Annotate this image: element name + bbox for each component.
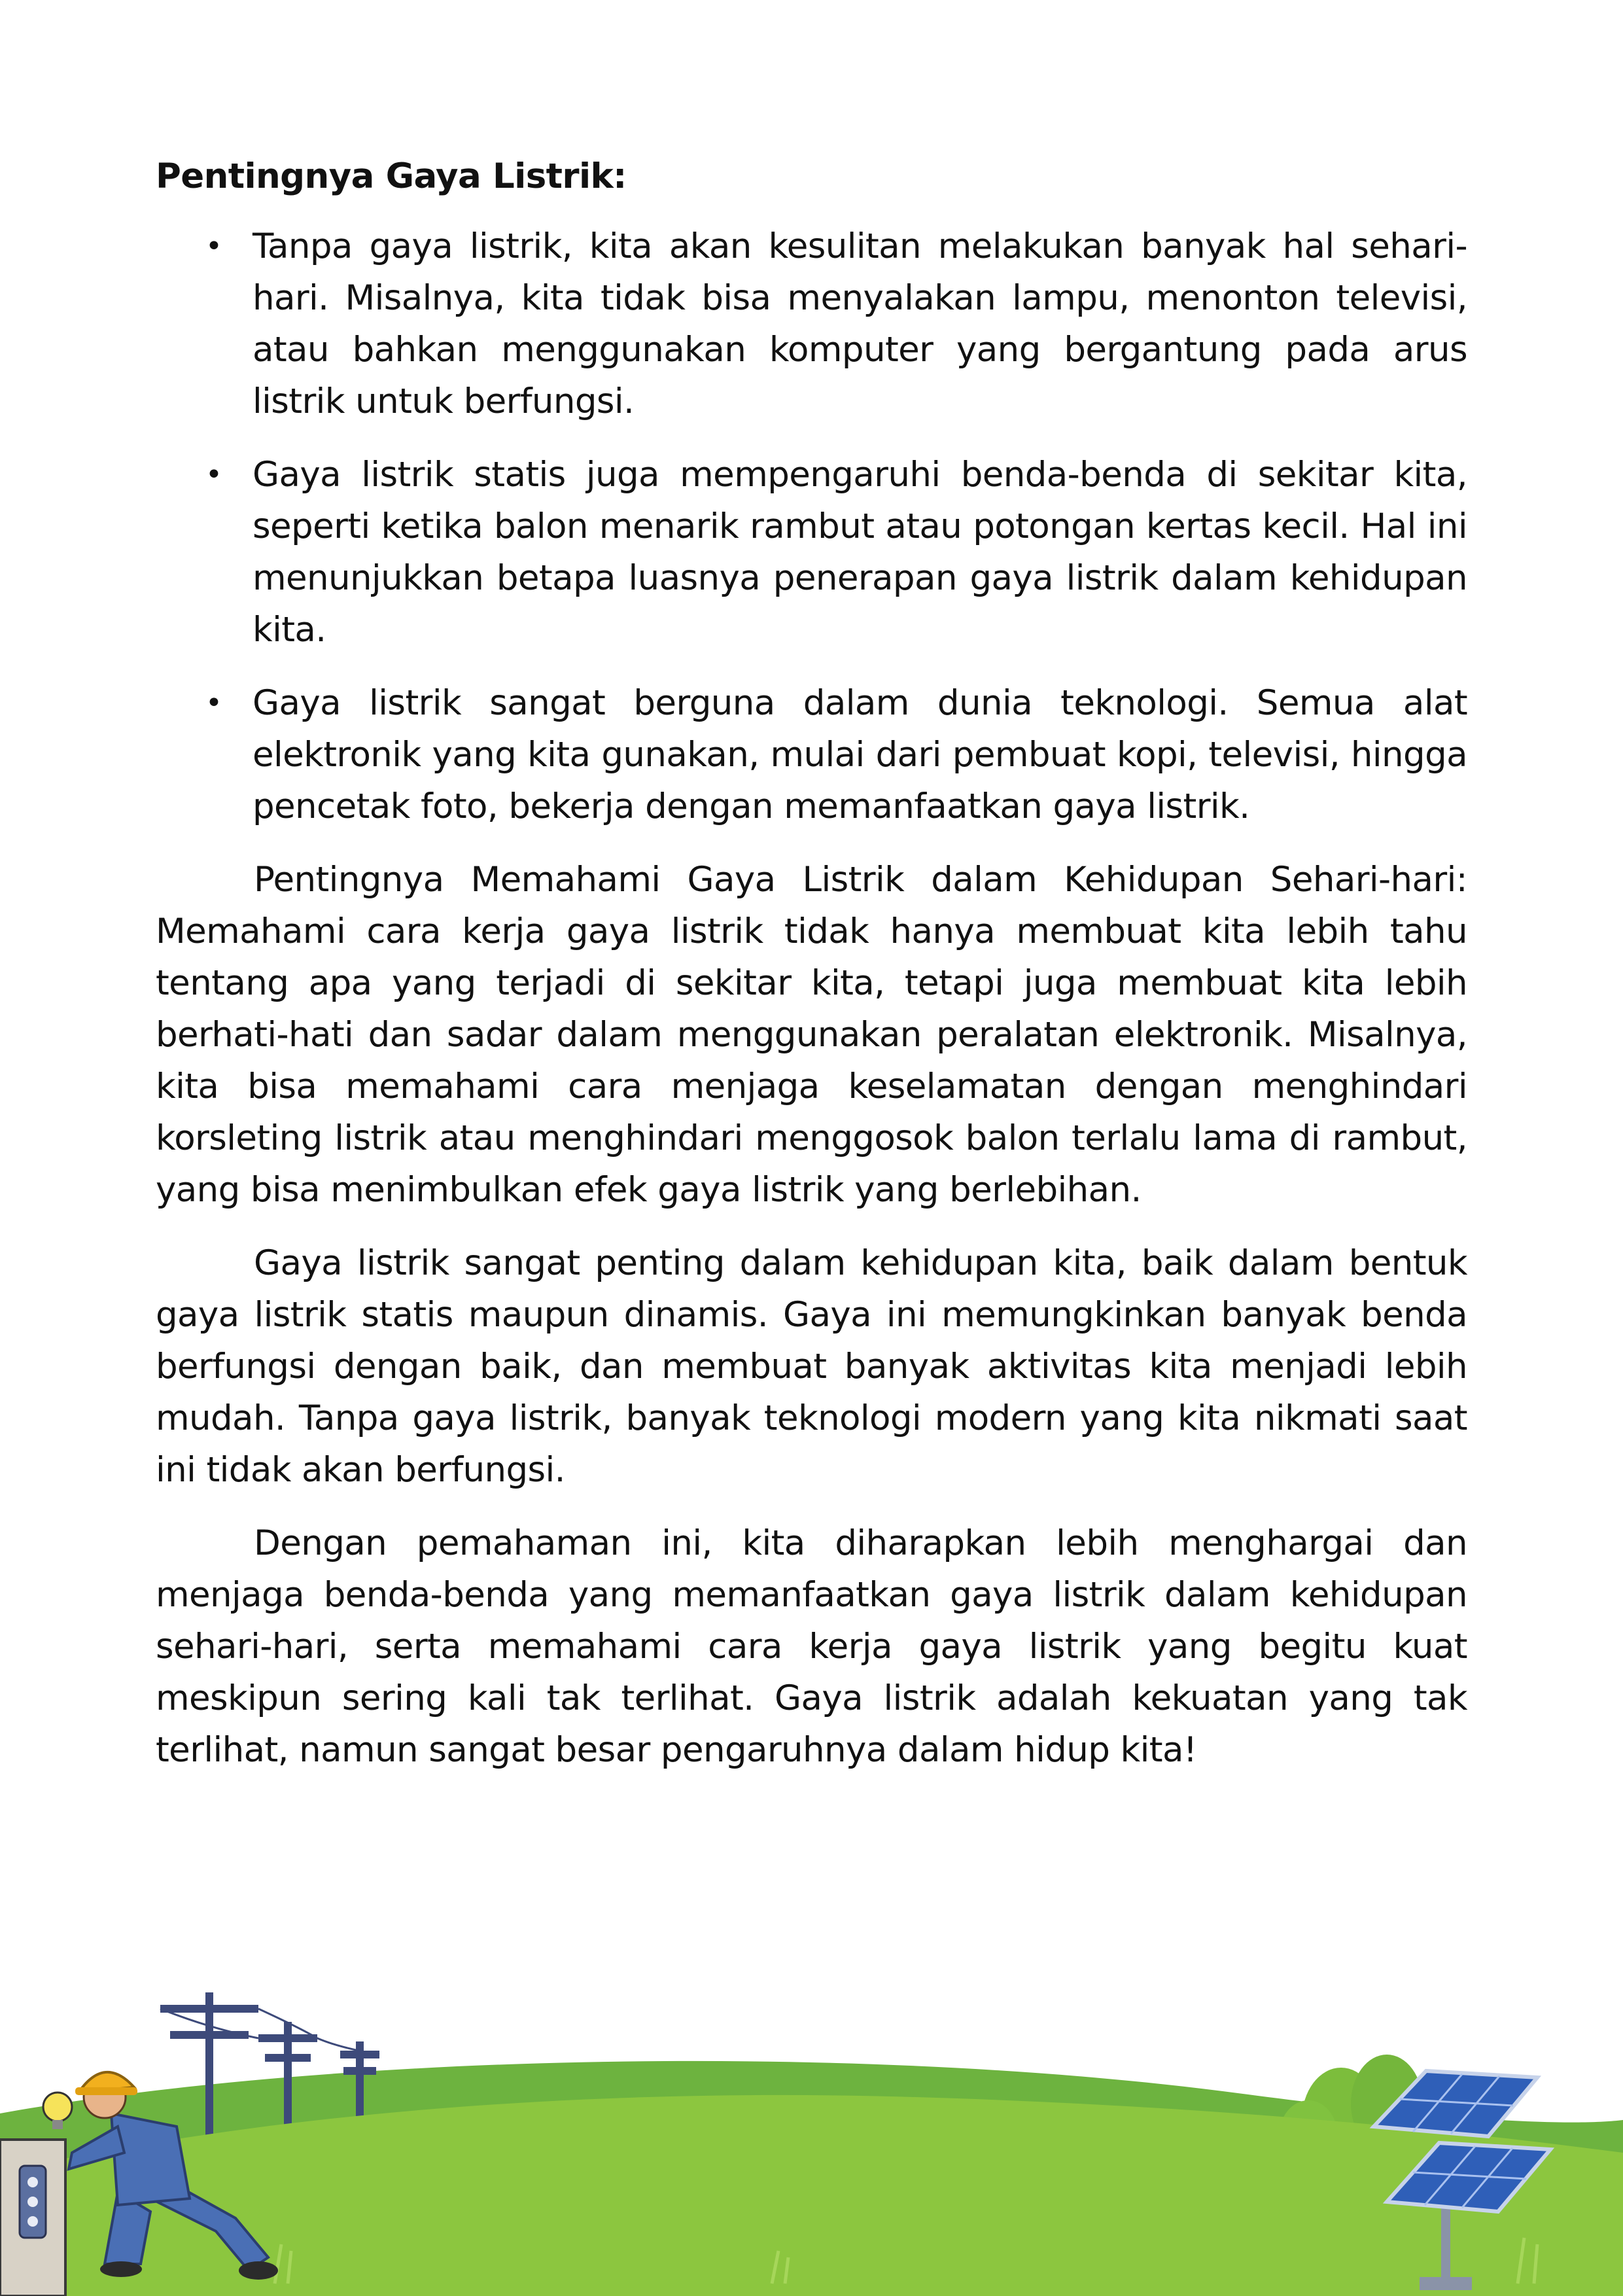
bullet-dot: • [205, 458, 222, 491]
body-paragraph: Gaya listrik sangat penting dalam kehidupan kita, baik dalam bentuk gaya listrik statis maupun dinamis. Gaya ini memungkinkan banyak benda berfungsi dengan baik, dan membuat banyak aktivitas kita menjadi lebih mudah. Tanpa gaya listrik, banyak teknologi modern yang kita nikmati saat ini tidak akan berfungsi. [156, 1243, 1467, 1490]
section-heading: Pentingnya Gaya Listrik: [156, 156, 627, 196]
bullet-dot: • [205, 230, 222, 263]
bullet-text: Gaya listrik statis juga mempengaruhi benda-benda di sekitar kita, seperti ketika balon menarik rambut atau potongan kertas kecil. Hal ini menunjukkan betapa luasnya penerapan gaya listrik dalam kehidupan kita. [253, 455, 1467, 650]
bullet-dot: • [205, 686, 222, 720]
bullet-text: Gaya listrik sangat berguna dalam dunia teknologi. Semua alat elektronik yang kita gunakan, mulai dari pembuat kopi, televisi, hingga pencetak foto, bekerja dengan memanfaatkan gaya listrik. [253, 683, 1467, 826]
bullet-item [156, 677, 1467, 832]
bullet-item [156, 449, 1467, 656]
document-body [156, 150, 1467, 1797]
bullet-text: Tanpa gaya listrik, kita akan kesulitan melakukan banyak hal sehari-hari. Misalnya, kita tidak bisa menyalakan lampu, menonton televisi, atau bahkan menggunakan komputer yang bergantung pada arus listrik untuk berfungsi. [253, 226, 1467, 421]
electrical-box-icon [0, 2140, 65, 2296]
body-paragraph: Pentingnya Memahami Gaya Listrik dalam Kehidupan Sehari-hari: Memahami cara kerja gaya listrik tidak hanya membuat kita lebih tahu tentang apa yang terjadi di sekitar kita, tetapi juga membuat kita lebih berhati-hati dan sadar dalam menggunakan peralatan elektronik. Misalnya, kita bisa memahami cara menjaga keselamatan dengan menghindari korsleting listrik atau menghindari menggosok balon terlalu lama di rambut, yang bisa menimbulkan efek gaya listrik yang berlebihan. [156, 860, 1467, 1210]
bullet-list [156, 221, 1467, 832]
bullet-item [156, 221, 1467, 427]
footer-illustration [0, 1956, 1623, 2296]
body-paragraph: Dengan pemahaman ini, kita diharapkan lebih menghargai dan menjaga benda-benda yang memanfaatkan gaya listrik dalam kehidupan sehari-hari, serta memahami cara kerja gaya listrik yang begitu kuat meskipun sering kali tak terlihat. Gaya listrik adalah kekuatan yang tak terlihat, namun sangat besar pengaruhnya dalam hidup kita! [156, 1523, 1467, 1770]
